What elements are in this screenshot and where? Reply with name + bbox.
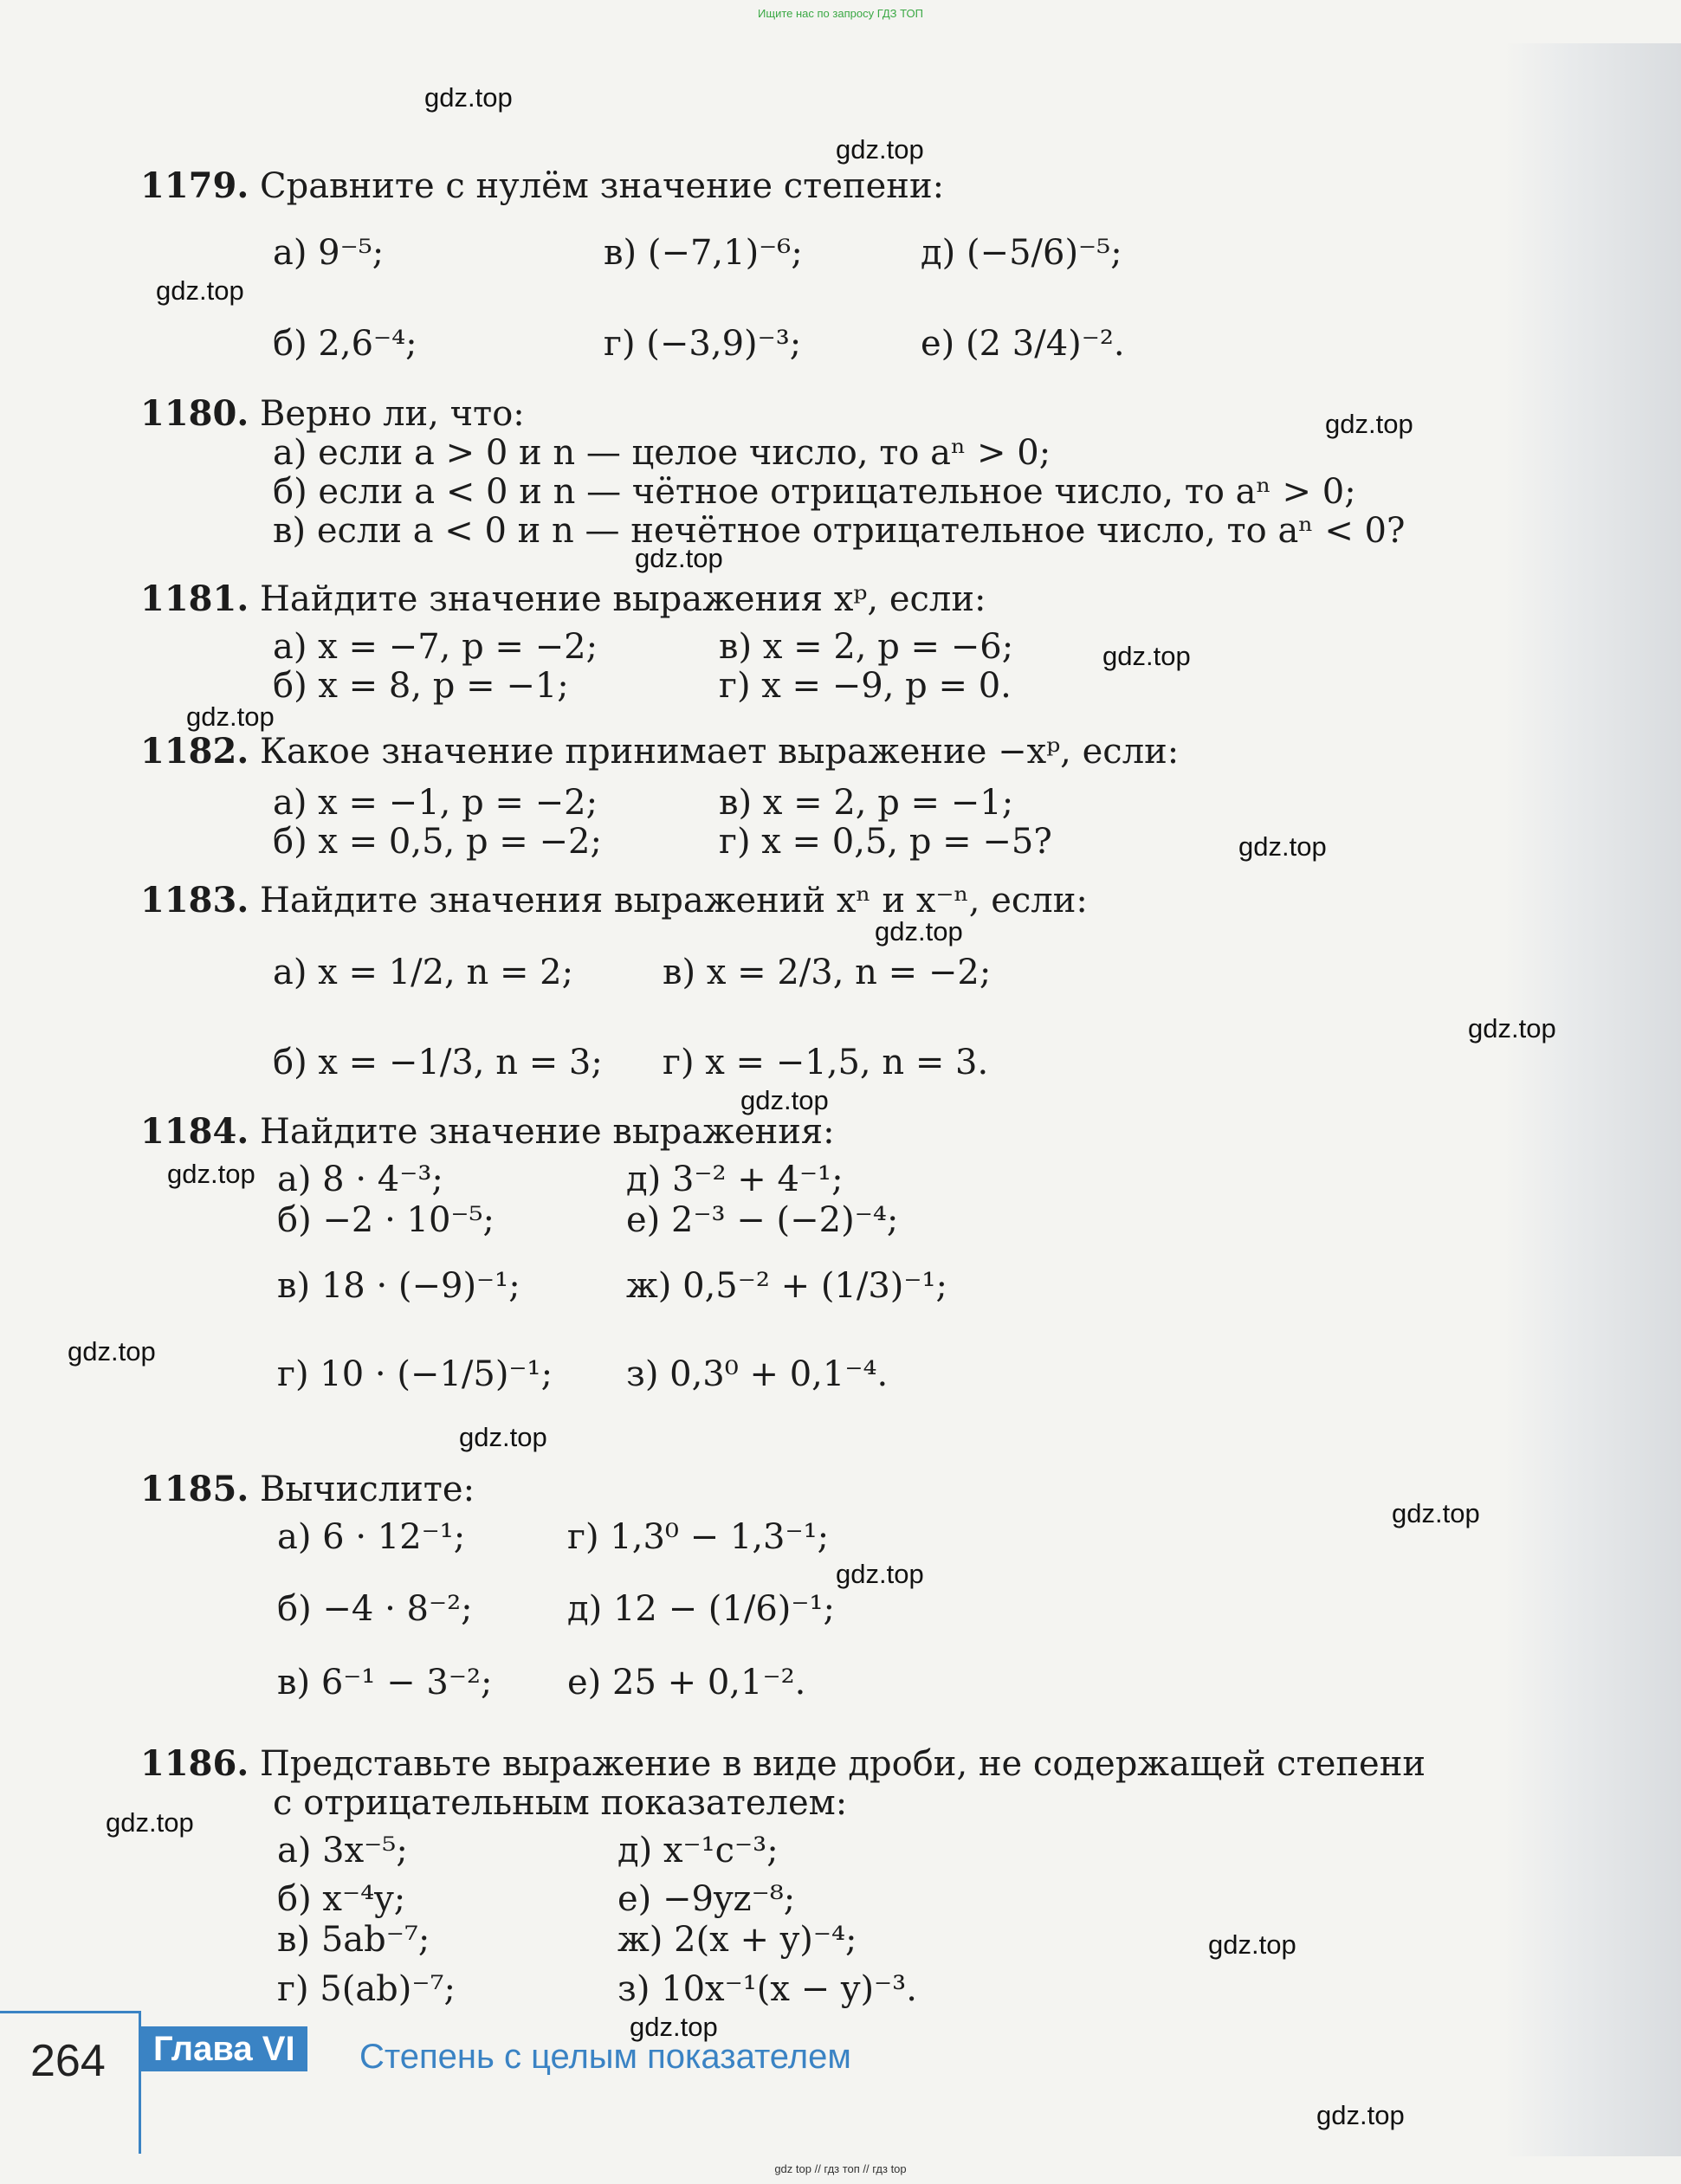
item-a: а) 6 · 12⁻¹; xyxy=(277,1517,466,1557)
item-b: б) x = −1/3, n = 3; xyxy=(273,1043,603,1082)
exercise-1184-row1 xyxy=(0,1162,1681,1205)
item-g: г) 10 · (−1/5)⁻¹; xyxy=(277,1354,553,1394)
item-e: е) 2⁻³ − (−2)⁻⁴; xyxy=(626,1200,899,1240)
top-note: Ищите нас по запросу ГДЗ ТОП xyxy=(758,7,923,20)
exercise-1179-row2 xyxy=(0,326,1681,370)
exercise-1184-row4 xyxy=(0,1354,1681,1400)
watermark: gdz.top xyxy=(1102,641,1191,671)
footer-rule xyxy=(0,2011,139,2013)
watermark: gdz.top xyxy=(630,2012,718,2042)
exercise-number: 1186. xyxy=(140,1743,249,1784)
item-e: е) (2 3/4)⁻². xyxy=(921,324,1125,364)
exercise-number: 1183. xyxy=(140,880,249,921)
item-g: г) 5(ab)⁻⁷; xyxy=(277,1969,456,2009)
exercise-number: 1182. xyxy=(140,731,249,772)
exercise-1186-row1 xyxy=(0,1833,1681,1877)
watermark: gdz.top xyxy=(1208,1929,1296,1960)
chapter-label: Глава VI xyxy=(141,2026,307,2071)
watermark: gdz.top xyxy=(186,701,275,732)
item-v: в) x = 2, p = −6; xyxy=(719,627,1014,667)
item-d: д) 3⁻² + 4⁻¹; xyxy=(626,1160,844,1199)
exercise-text: Найдите значение выражения xᵖ, если: xyxy=(259,579,986,619)
exercise-1185-row1 xyxy=(0,1517,1681,1563)
item-b: б) если a < 0 и n — чётное отрицательное число, то aⁿ > 0; xyxy=(273,472,1356,512)
exercise-text: Какое значение принимает выражение −xᵖ, если: xyxy=(259,732,1180,772)
item-v: в) 5ab⁻⁷; xyxy=(277,1920,430,1960)
exercise-1182-heading xyxy=(140,731,1180,772)
watermark: gdz.top xyxy=(106,1807,194,1838)
watermark: gdz.top xyxy=(1238,831,1327,862)
exercise-1186-row3 xyxy=(0,1922,1681,1966)
exercise-text: Найдите значение выражения: xyxy=(259,1112,835,1152)
item-b: б) 2,6⁻⁴; xyxy=(273,324,417,364)
watermark: gdz.top xyxy=(156,275,244,306)
watermark: gdz.top xyxy=(836,1559,924,1589)
watermark: gdz.top xyxy=(1392,1498,1480,1528)
item-d: д) x⁻¹c⁻³; xyxy=(617,1831,779,1871)
watermark: gdz.top xyxy=(459,1422,547,1452)
item-g: г) x = −9, p = 0. xyxy=(719,666,1012,706)
exercise-1186-row4 xyxy=(0,1969,1681,2015)
exercise-1184-row2 xyxy=(0,1200,1681,1246)
item-g: г) x = 0,5, p = −5? xyxy=(719,822,1052,862)
exercise-1183-heading xyxy=(140,880,1088,921)
exercise-1184-heading xyxy=(140,1111,835,1152)
exercise-1185-heading xyxy=(140,1469,475,1509)
item-a: а) если a > 0 и n — целое число, то aⁿ > 0; xyxy=(273,433,1051,473)
item-a: а) 9⁻⁵; xyxy=(273,233,385,273)
exercise-1179-heading xyxy=(140,165,945,206)
watermark: gdz.top xyxy=(424,82,513,113)
item-g: г) x = −1,5, n = 3. xyxy=(663,1043,989,1082)
watermark: gdz.top xyxy=(740,1085,829,1115)
item-a: а) 3x⁻⁵; xyxy=(277,1831,408,1871)
exercise-text: Вычислите: xyxy=(259,1470,475,1509)
bottom-note: gdz top // гдз топ // гдз top xyxy=(774,2162,907,2175)
exercise-number: 1184. xyxy=(140,1111,249,1152)
watermark: gdz.top xyxy=(1325,409,1413,439)
item-z: з) 10x⁻¹(x − y)⁻³. xyxy=(617,1969,917,2009)
exercise-number: 1181. xyxy=(140,578,249,619)
item-v: в) 6⁻¹ − 3⁻²; xyxy=(277,1663,493,1703)
item-e: е) 25 + 0,1⁻². xyxy=(567,1663,806,1703)
item-d: д) 12 − (1/6)⁻¹; xyxy=(567,1589,836,1629)
exercise-1185-row2 xyxy=(0,1589,1681,1635)
item-d: д) (−5/6)⁻⁵; xyxy=(921,233,1122,273)
item-a: а) x = 1/2, n = 2; xyxy=(273,953,574,992)
exercise-1179-row1 xyxy=(0,233,1681,279)
item-g: г) (−3,9)⁻³; xyxy=(604,324,802,364)
item-v: в) (−7,1)⁻⁶; xyxy=(604,233,803,273)
watermark: gdz.top xyxy=(1316,2100,1405,2130)
exercise-1186-heading xyxy=(140,1743,1426,1784)
item-v: в) x = 2/3, n = −2; xyxy=(663,953,992,992)
exercise-number: 1180. xyxy=(140,393,249,434)
item-a: а) x = −1, p = −2; xyxy=(273,783,598,823)
watermark: gdz.top xyxy=(635,543,723,573)
item-v: в) если a < 0 и n — нечётное отрицательное число, то aⁿ < 0? xyxy=(273,511,1406,551)
watermark: gdz.top xyxy=(875,916,963,947)
item-v: в) x = 2, p = −1; xyxy=(719,783,1014,823)
item-v: в) 18 · (−9)⁻¹; xyxy=(277,1266,520,1306)
item-zh: ж) 0,5⁻² + (1/3)⁻¹; xyxy=(626,1266,948,1306)
item-z: з) 0,3⁰ + 0,1⁻⁴. xyxy=(626,1354,889,1394)
exercise-1181-row2 xyxy=(0,666,1681,712)
exercise-number: 1185. xyxy=(140,1469,249,1509)
exercise-text: Представьте выражение в виде дроби, не содержащей степени xyxy=(259,1744,1426,1784)
exercise-1186-row2 xyxy=(0,1879,1681,1925)
item-b: б) x⁻⁴y; xyxy=(277,1879,406,1919)
item-a: а) 8 · 4⁻³; xyxy=(277,1160,443,1199)
exercise-1183-row2 xyxy=(0,1045,1681,1089)
exercise-text-continued: с отрицательным показателем: xyxy=(273,1783,848,1823)
watermark: gdz.top xyxy=(836,134,924,165)
item-b: б) −4 · 8⁻²; xyxy=(277,1589,473,1629)
exercise-text: Найдите значения выражений xⁿ и x⁻ⁿ, если: xyxy=(259,881,1088,921)
item-b: б) x = 0,5, p = −2; xyxy=(273,822,602,862)
exercise-1184-row3 xyxy=(0,1266,1681,1312)
exercise-text: Сравните с нулём значение степени: xyxy=(259,166,945,206)
chapter-title: Степень с целым показателем xyxy=(359,2038,851,2076)
item-a: а) x = −7, p = −2; xyxy=(273,627,598,667)
exercise-text: Верно ли, что: xyxy=(259,394,525,434)
exercise-1182-row2 xyxy=(0,824,1681,868)
item-zh: ж) 2(x + y)⁻⁴; xyxy=(617,1920,857,1960)
item-b: б) x = 8, p = −1; xyxy=(273,666,569,706)
exercise-1180-heading xyxy=(140,393,525,434)
exercise-1185-row3 xyxy=(0,1665,1681,1709)
page-number: 264 xyxy=(30,2036,106,2086)
watermark: gdz.top xyxy=(1468,1013,1556,1044)
watermark: gdz.top xyxy=(68,1336,156,1367)
item-b: б) −2 · 10⁻⁵; xyxy=(277,1200,495,1240)
exercise-1181-heading xyxy=(140,578,986,619)
exercise-number: 1179. xyxy=(140,165,249,206)
watermark: gdz.top xyxy=(167,1159,255,1189)
item-e: е) −9yz⁻⁸; xyxy=(617,1879,796,1919)
exercise-1183-row1 xyxy=(0,955,1681,998)
item-g: г) 1,3⁰ − 1,3⁻¹; xyxy=(567,1517,830,1557)
